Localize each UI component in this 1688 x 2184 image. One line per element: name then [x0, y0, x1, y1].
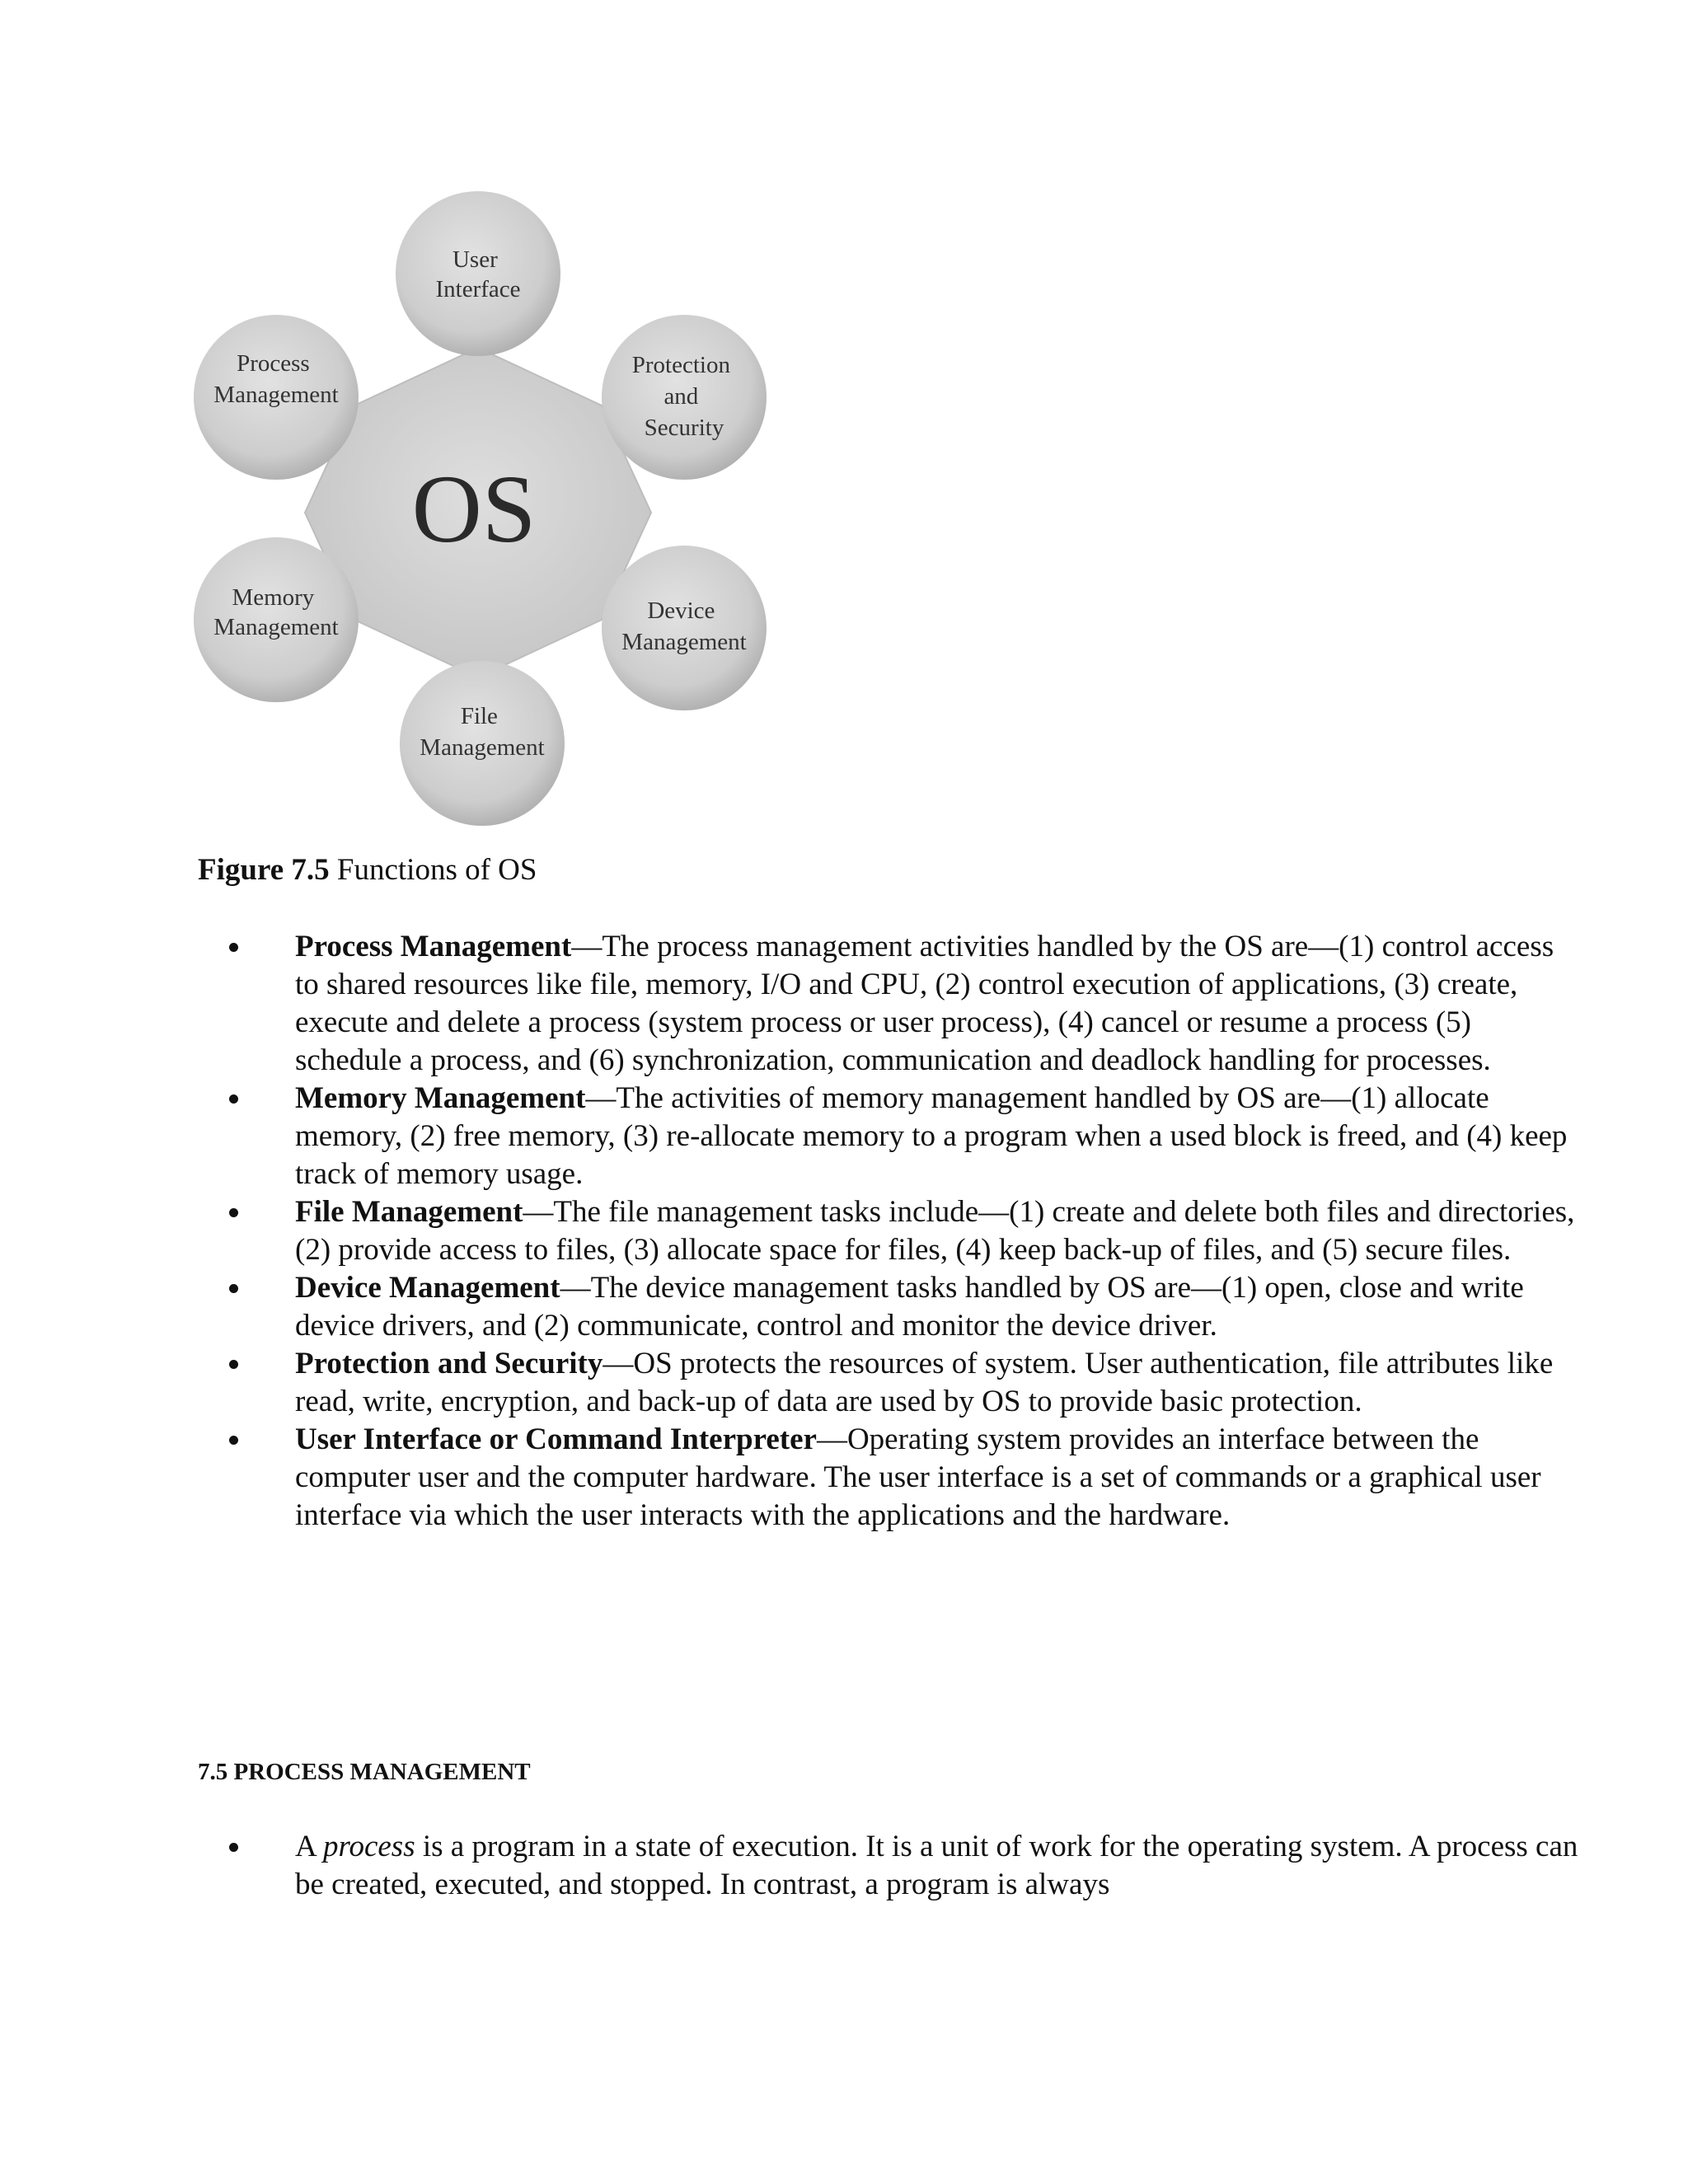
function-description: —OS protects the resources of system. User authentication, file attributes like read, write, encryption, and back-up of data are used by OS to provide basic protection.: [295, 1347, 1554, 1418]
node-protection-line-3: Security: [644, 415, 724, 441]
node-memory-management: [194, 537, 359, 702]
node-protection-line-1: Protection: [631, 352, 730, 378]
node-protection-line-2: and: [663, 383, 699, 410]
list-item: [295, 1828, 1581, 1904]
os-center-label: OS: [411, 455, 537, 563]
list-item: [295, 928, 1581, 1080]
node-device-line-1: Device: [647, 598, 715, 624]
function-term: Protection and Security: [295, 1347, 603, 1380]
function-description: —The activities of memory management handled by OS are—(1) allocate memory, (2) free memory, (3) re-allocate memory to a program when a used block is freed, and (4) keep track of memory usage.: [295, 1081, 1568, 1191]
function-description: —Operating system provides an interface between the computer user and the computer hardware. The user interface is a set of commands or a graphical user interface via which the user interacts with the applications and the hardware.: [295, 1422, 1541, 1532]
list-item: [295, 1080, 1581, 1193]
list-item: [295, 1421, 1581, 1535]
process-definition-list: [198, 1828, 1581, 1904]
node-process-line-2: Management: [213, 382, 339, 408]
function-term: User Interface or Command Interpreter: [295, 1422, 817, 1456]
function-description: —The file management tasks include—(1) create and delete both files and directories, (2) provide access to files, (3) allocate space for files, (4) keep back-up of files, and (5) secure files.: [295, 1195, 1575, 1267]
node-file-line-2: Management: [420, 734, 545, 761]
list-item: [295, 1269, 1581, 1345]
os-functions-diagram: [190, 191, 767, 826]
node-device-management: [602, 546, 767, 710]
function-description: —The process management activities handled by the OS are—(1) control access to shared resources like file, memory, I/O and CPU, (2) control execution of applications, (3) create, execute and delete a process (system process or user process), (4) cancel or resume a process (5) schedule a process, and (6) synchronization, communication and deadlock handling for processes.: [295, 930, 1554, 1077]
node-process-line-1: Process: [237, 350, 310, 377]
function-term: Memory Management: [295, 1081, 586, 1115]
figure-caption-label: Figure 7.5: [198, 853, 330, 887]
function-description: —The device management tasks handled by OS are—(1) open, close and write device drivers, and (2) communicate, control and monitor the device driver.: [295, 1271, 1524, 1343]
node-memory-line-2: Management: [213, 614, 339, 640]
node-memory-line-1: Memory: [232, 584, 315, 611]
node-user-interface-line-1: User: [452, 246, 498, 273]
function-term: File Management: [295, 1195, 523, 1229]
node-process-management: [194, 315, 359, 480]
function-term: Device Management: [295, 1271, 560, 1305]
figure-caption: [198, 851, 537, 890]
process-description: is a program in a state of execution. It is a unit of work for the operating system. A process can be created, executed, and stopped. In contrast, a program is always: [295, 1830, 1578, 1901]
function-term: Process Management: [295, 930, 572, 963]
node-protection-security: [602, 315, 767, 480]
node-file-management: [400, 661, 565, 826]
node-device-line-2: Management: [621, 629, 747, 655]
process-prefix: A: [295, 1830, 323, 1863]
figure-caption-text: Functions of OS: [329, 853, 537, 887]
node-user-interface: [396, 191, 560, 356]
list-item: [295, 1345, 1581, 1421]
node-user-interface-line-2: Interface: [435, 276, 521, 302]
process-emphasis: process: [322, 1830, 415, 1863]
section-heading: 7.5 PROCESS MANAGEMENT: [198, 1759, 531, 1785]
node-file-line-1: File: [460, 703, 498, 729]
os-functions-list: [198, 928, 1581, 1535]
list-item: [295, 1193, 1581, 1269]
